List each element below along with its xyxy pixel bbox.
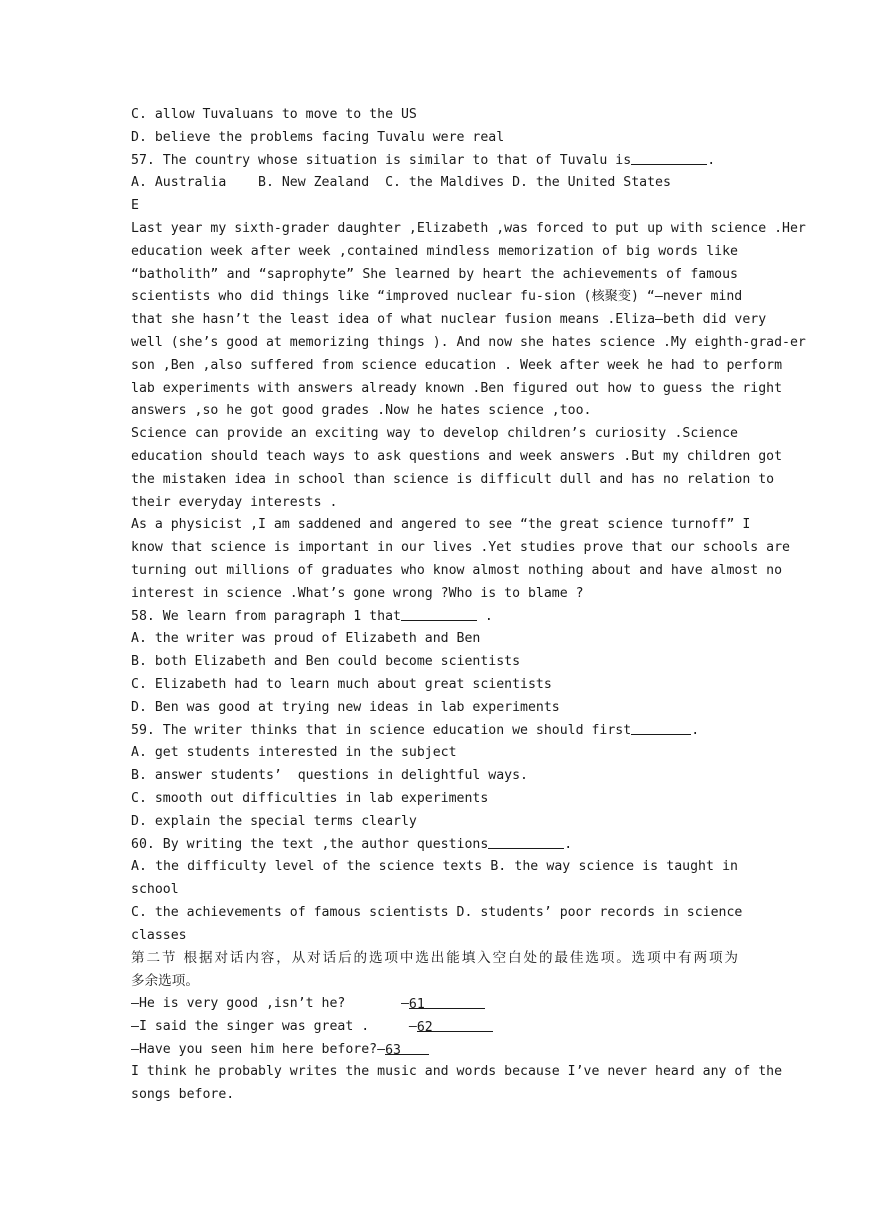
q60-answer-blank [488,834,564,849]
passage-line: education should teach ways to ask questions and week answers .But my children got [131,448,783,464]
passage-line: turning out millions of graduates who know almost nothing about and have almost no [131,562,783,578]
q58-option-b: B. both Elizabeth and Ben could become scientists [131,654,521,670]
q57-end: . [707,152,716,168]
passage-line: the mistaken idea in school than science is difficult dull and has no relation to [131,471,775,487]
passage-line: interest in science .What’s gone wrong ?Who is to blame ? [131,585,584,601]
passage-line: As a physicist ,I am saddened and angered to see “the great science turnoff” I [131,517,751,533]
blank-63: 63 [385,1040,429,1055]
passage-line: son ,Ben ,also suffered from science education . Week after week he had to perform [131,357,783,373]
passage-paragraph-1 [131,218,806,423]
passage-line: know that science is important in our lives .Yet studies prove that our schools are [131,540,790,556]
question-59 [131,720,738,743]
passage-line: education week after week ,contained mindless memorization of big words like [131,243,738,259]
q56-option-d: D. believe the problems facing Tuvalu were real [131,129,505,145]
q60-stem: 60. By writing the text ,the author questions [131,836,489,852]
passage-line: “batholith” and “saprophyte” She learned by heart the achievements of famous [131,266,738,282]
q58-stem: 58. We learn from paragraph 1 that [131,608,401,624]
q60-end: . [564,836,573,852]
question-57 [131,150,738,173]
passage-line: Last year my sixth-grader daughter ,Elizabeth ,was forced to put up with science .Her [131,220,806,236]
section-2-instructions: 第二节 根据对话内容，从对话后的选项中选出能填入空白处的最佳选项。选项中有两项为 [131,950,738,967]
q58-option-d: D. Ben was good at trying new ideas in lab experiments [131,699,560,715]
q59-option-d: D. explain the special terms clearly [131,813,417,829]
passage-paragraph-3 [131,514,790,605]
question-58 [131,606,738,629]
passage-line: Science can provide an exciting way to develop children’s curiosity .Science [131,426,738,442]
blank-61: 61 [409,994,485,1009]
dialogue-line-61 [131,993,738,1016]
dialogue-text: —He is very good ,isn’t he? — [131,996,409,1012]
q58-option-c: C. Elizabeth had to learn much about great scientists [131,676,552,692]
section-e-label: E [131,198,139,214]
q59-end: . [691,722,700,738]
q59-option-b: B. answer students’ questions in delightful ways. [131,768,528,784]
closing-line: I think he probably writes the music and words because I’ve never heard any of the [131,1064,783,1080]
q59-answer-blank [631,720,691,735]
q58-end: . [476,608,493,624]
q60-options-cd-cont: classes [131,927,187,943]
q58-option-a: A. the writer was proud of Elizabeth and Ben [131,631,481,647]
q59-option-c: C. smooth out difficulties in lab experiments [131,790,489,806]
q59-option-a: A. get students interested in the subject [131,745,457,761]
q60-options-ab-cont: school [131,882,179,898]
q60-options-ab: A. the difficulty level of the science texts B. the way science is taught in [131,859,738,875]
dialogue-line-62 [131,1016,738,1039]
question-60 [131,834,738,857]
q56-option-c: C. allow Tuvaluans to move to the US [131,107,417,122]
q57-options: A. Australia B. New Zealand C. the Maldives D. the United States [131,175,671,191]
passage-line: lab experiments with answers already known .Ben figured out how to guess the right [131,380,783,396]
q57-answer-blank [631,150,707,165]
closing-line: songs before. [131,1087,235,1103]
passage-line: well (she’s good at memorizing things ). And now she hates science .My eighth-grad-er [131,334,806,350]
q58-answer-blank [401,606,477,621]
blank-62: 62 [417,1017,493,1032]
passage-line: that she hasn’t the least idea of what nuclear fusion means .Eliza—beth did very [131,312,767,328]
q60-options-cd: C. the achievements of famous scientists D. students’ poor records in science [131,904,743,920]
section-2-instructions-cont: 多余选项。 [131,973,199,990]
passage-line: their everyday interests . [131,494,338,510]
dialogue-text: —Have you seen him here before?— [131,1041,386,1057]
passage-line: answers ,so he got good grades .Now he hates science ,too. [131,403,592,419]
dialogue-line-63 [131,1039,738,1062]
passage-line: scientists who did things like “improved nuclear fu-sion (核聚变) “—never mind [131,289,743,305]
q59-stem: 59. The writer thinks that in science education we should first [131,722,632,738]
dialogue-text: —I said the singer was great . — [131,1018,417,1034]
document-page [131,104,806,1107]
q57-stem: 57. The country whose situation is similar to that of Tuvalu is [131,152,632,168]
passage-paragraph-2 [131,423,783,514]
